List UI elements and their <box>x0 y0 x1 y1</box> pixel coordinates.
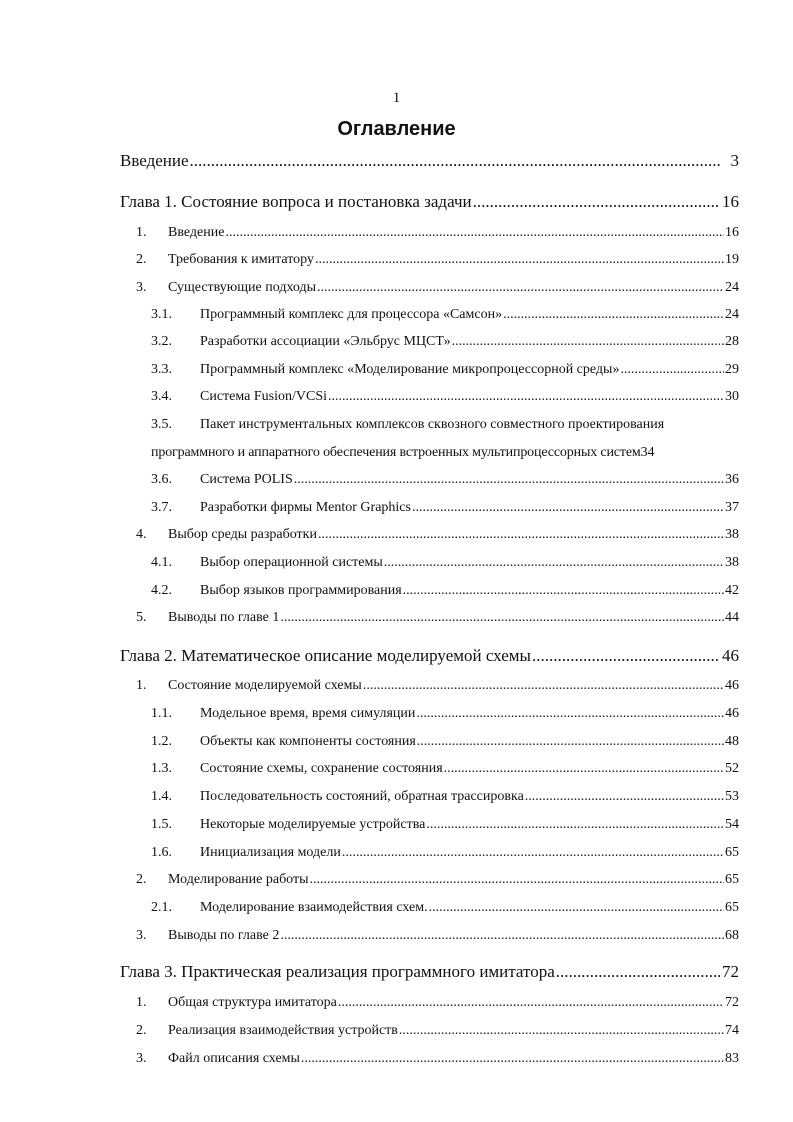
toc-entry-label: Программный комплекс для процессора «Самсон» <box>200 307 503 322</box>
toc-entry-chapter-1[interactable] <box>120 192 739 212</box>
toc-entry-label: Некоторые моделируемые устройства <box>200 817 426 832</box>
toc-leader-dots <box>403 583 724 599</box>
toc-entry-number: 3.7. <box>151 500 172 515</box>
toc-entry-2-1[interactable] <box>136 678 739 694</box>
toc-entry-label: Существующие подходы <box>168 280 317 295</box>
toc-leader-dots <box>315 252 724 268</box>
toc-entry-label: Инициализация модели <box>200 845 341 860</box>
toc-leader-dots <box>444 761 724 777</box>
toc-leader-dots <box>190 151 720 171</box>
toc-entry-page: 52 <box>725 761 739 776</box>
toc-leader-dots <box>620 362 724 378</box>
toc-leader-dots <box>503 307 724 323</box>
toc-entry-page: 65 <box>725 845 739 860</box>
toc-entry-2-1-1[interactable] <box>151 706 739 722</box>
toc-entry-page: 28 <box>725 334 739 349</box>
toc-entry-number: 3.2. <box>151 334 172 349</box>
toc-leader-dots <box>532 646 720 666</box>
toc-entry-label: Моделирование работы <box>168 872 309 887</box>
toc-entry-1-2[interactable] <box>136 252 739 268</box>
toc-entry-number: 3.6. <box>151 472 172 487</box>
toc-entry-label: Выводы по главе 1 <box>168 610 280 625</box>
toc-entry-number: 5. <box>136 610 147 625</box>
toc-entry-label: Глава 3. Практическая реализация программного имитатора <box>120 962 555 981</box>
toc-entry-number: 1.6. <box>151 845 172 860</box>
toc-entry-page: 54 <box>725 817 739 832</box>
toc-entry-1-3[interactable] <box>136 280 739 296</box>
toc-entry-label: Глава 2. Математическое описание моделируемой схемы <box>120 646 531 665</box>
toc-entry-page: 44 <box>725 610 739 625</box>
toc-entry-2-1-6[interactable] <box>151 845 739 861</box>
toc-entry-number: 1.3. <box>151 761 172 776</box>
toc-leader-dots <box>412 500 724 516</box>
toc-entry-page: 65 <box>725 900 739 915</box>
toc-entry-page: 48 <box>725 734 739 749</box>
toc-entry-number: 3.3. <box>151 362 172 377</box>
toc-entry-label: Состояние моделируемой схемы <box>168 678 362 693</box>
toc-leader-dots <box>417 734 724 750</box>
toc-leader-dots <box>301 1051 724 1067</box>
toc-entry-page: 16 <box>722 192 739 211</box>
toc-entry-number: 1. <box>136 225 147 240</box>
toc-entry-page: 74 <box>725 1023 739 1038</box>
toc-entry-page: 72 <box>722 962 739 981</box>
toc-entry-number: 4. <box>136 527 147 542</box>
toc-entry-label: Модельное время, время симуляции <box>200 706 416 721</box>
toc-entry-number: 2.1. <box>151 900 172 915</box>
toc-entry-page: 38 <box>725 555 739 570</box>
toc-entry-label: Моделирование взаимодействия схем. <box>200 900 428 915</box>
toc-leader-dots <box>328 389 724 405</box>
toc-entry-chapter-2[interactable] <box>120 646 739 666</box>
toc-entry-number: 1.5. <box>151 817 172 832</box>
toc-leader-dots <box>525 789 724 805</box>
toc-entry-page: 29 <box>725 362 739 377</box>
toc-leader-dots <box>294 472 724 488</box>
toc-entry-number: 1. <box>136 995 147 1010</box>
toc-entry-1-3-5-line1[interactable] <box>151 417 739 433</box>
toc-entry-label: Система Fusion/VCSi <box>200 389 327 404</box>
toc-entry-1-4-1[interactable] <box>151 555 739 571</box>
toc-entry-label: Введение <box>120 151 189 170</box>
toc-entry-number: 1. <box>136 678 147 693</box>
toc-entry-page: 46 <box>725 678 739 693</box>
toc-entry-page: 24 <box>725 307 739 322</box>
toc-entry-page: 36 <box>725 472 739 487</box>
toc-entry-label: Выбор операционной системы <box>200 555 383 570</box>
toc-leader-dots <box>318 527 724 543</box>
toc-entry-label: Реализация взаимодействия устройств <box>168 1023 398 1038</box>
toc-entry-page: 38 <box>725 527 739 542</box>
toc-entry-label: Система POLIS <box>200 472 293 487</box>
toc-entry-1-4-2[interactable] <box>151 583 739 599</box>
toc-entry-1-3-6[interactable] <box>151 472 739 488</box>
toc-entry-number: 1.1. <box>151 706 172 721</box>
toc-entry-1-4[interactable] <box>136 527 739 543</box>
toc-entry-3-2[interactable] <box>136 1023 739 1039</box>
toc-leader-dots <box>556 962 720 982</box>
toc-leader-dots <box>363 678 724 694</box>
toc-entry-label: Файл описания схемы <box>168 1051 300 1066</box>
toc-entry-label: Выводы по главе 2 <box>168 928 280 943</box>
toc-entry-1-3-2[interactable] <box>151 334 739 350</box>
toc-entry-number: 3.5. <box>151 417 172 432</box>
toc-entry-1-1[interactable] <box>136 225 739 241</box>
toc-entry-page: 3 <box>730 151 739 170</box>
toc-entry-label: Объекты как компоненты состояния <box>200 734 416 749</box>
toc-entry-3-3[interactable] <box>136 1051 739 1067</box>
toc-leader-dots <box>338 995 724 1011</box>
toc-entry-number: 3.4. <box>151 389 172 404</box>
toc-entry-2-1-3[interactable] <box>151 761 739 777</box>
toc-entry-page: 53 <box>725 789 739 804</box>
toc-entry-page: 34 <box>640 445 655 460</box>
toc-entry-number: 4.1. <box>151 555 172 570</box>
toc-entry-number: 2. <box>136 1023 147 1038</box>
toc-entry-page: 68 <box>725 928 739 943</box>
toc-entry-label: программного и аппаратного обеспечения встроенных мультипроцессорных систем <box>151 445 641 460</box>
toc-entry-number: 4.2. <box>151 583 172 598</box>
toc-entry-page: 37 <box>725 500 739 515</box>
toc-entry-page: 46 <box>722 646 739 665</box>
toc-entry-label: Требования к имитатору <box>168 252 314 267</box>
toc-entry-page: 46 <box>725 706 739 721</box>
toc-entry-2-2-1[interactable] <box>151 900 739 916</box>
toc-leader-dots <box>416 706 724 722</box>
toc-leader-dots <box>225 225 724 241</box>
toc-entry-2-2[interactable] <box>136 872 739 888</box>
toc-entry-page: 72 <box>725 995 739 1010</box>
toc-entry-page: 42 <box>725 583 739 598</box>
toc-leader-dots <box>342 845 724 861</box>
toc-entry-label: Состояние схемы, сохранение состояния <box>200 761 443 776</box>
toc-entry-label: Пакет инструментальных комплексов сквозного совместного проектирования <box>200 417 665 432</box>
toc-entry-2-1-2[interactable] <box>151 734 739 750</box>
toc-entry-label: Разработки фирмы Mentor Graphics <box>200 500 411 515</box>
toc-entry-label: Введение <box>168 225 225 240</box>
toc-entry-label: Выбор среды разработки <box>168 527 317 542</box>
toc-leader-dots <box>280 610 724 626</box>
toc-entry-chapter-3[interactable] <box>120 962 739 982</box>
toc-leader-dots <box>384 555 724 571</box>
toc-entry-number: 2. <box>136 252 147 267</box>
toc-entry-page: 24 <box>725 280 739 295</box>
toc-entry-number: 3.1. <box>151 307 172 322</box>
toc-entry-1-3-7[interactable] <box>151 500 739 516</box>
toc-leader-dots <box>452 334 724 350</box>
toc-entry-1-3-5-line2[interactable] <box>151 445 739 461</box>
toc-entry-number: 1.2. <box>151 734 172 749</box>
page-number: 1 <box>392 90 401 106</box>
toc-entry-page: 83 <box>725 1051 739 1066</box>
toc-leader-dots <box>310 872 724 888</box>
toc-entry-page: 16 <box>725 225 739 240</box>
toc-entry-number: 3. <box>136 280 147 295</box>
toc-entry-1-5[interactable] <box>136 610 739 626</box>
toc-entry-number: 3. <box>136 1051 147 1066</box>
toc-entry-2-1-5[interactable] <box>151 817 739 833</box>
toc-leader-dots <box>280 928 724 944</box>
toc-entry-page: 65 <box>725 872 739 887</box>
page-title: Оглавление <box>337 118 456 140</box>
toc-entry-label: Общая структура имитатора <box>168 995 337 1010</box>
toc-leader-dots <box>317 280 724 296</box>
toc-entry-1-3-3[interactable] <box>151 362 739 378</box>
toc-entry-page: 19 <box>725 252 739 267</box>
toc-entry-label: Выбор языков программирования <box>200 583 402 598</box>
toc-leader-dots <box>473 192 720 212</box>
toc-entry-1-3-4[interactable] <box>151 389 739 405</box>
toc-entry-number: 1.4. <box>151 789 172 804</box>
toc-entry-label: Последовательность состояний, обратная трассировка <box>200 789 524 804</box>
toc-entry-label: Программный комплекс «Моделирование микропроцессорной среды» <box>200 362 620 377</box>
toc-entry-intro[interactable] <box>120 151 739 171</box>
toc-entry-page: 30 <box>725 389 739 404</box>
toc-entry-number: 3. <box>136 928 147 943</box>
toc-leader-dots <box>399 1023 724 1039</box>
toc-entry-3-1[interactable] <box>136 995 739 1011</box>
toc-entry-2-3[interactable] <box>136 928 739 944</box>
toc-leader-dots <box>426 817 724 833</box>
toc-entry-number: 2. <box>136 872 147 887</box>
toc-entry-2-1-4[interactable] <box>151 789 739 805</box>
toc-leader-dots <box>429 900 724 916</box>
toc-entry-1-3-1[interactable] <box>151 307 739 323</box>
toc-entry-label: Разработки ассоциации «Эльбрус МЦСТ» <box>200 334 451 349</box>
toc-entry-label: Глава 1. Состояние вопроса и постановка задачи <box>120 192 472 211</box>
